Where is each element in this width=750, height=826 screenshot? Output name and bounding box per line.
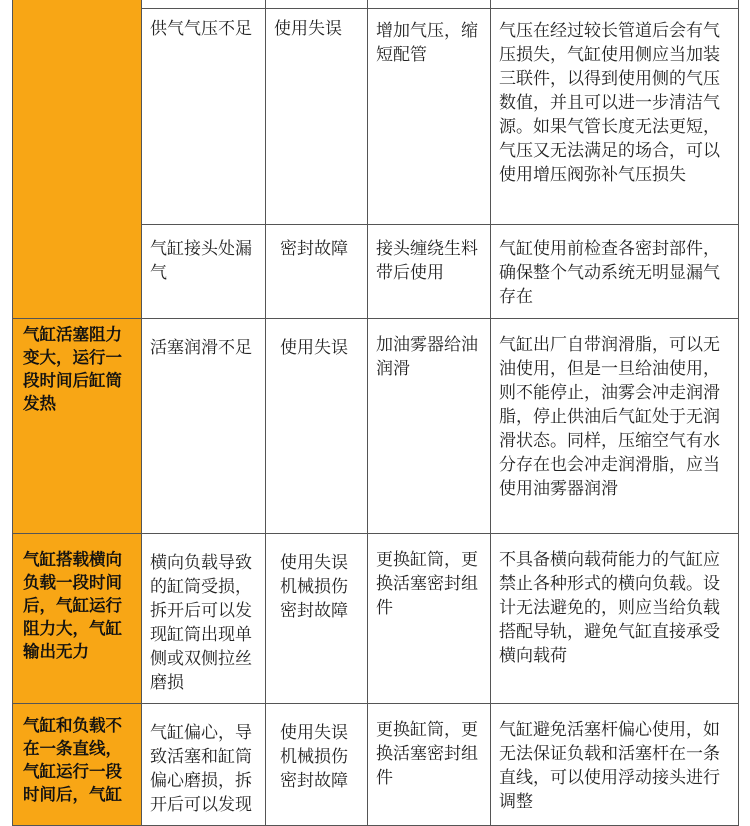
- cause-cell: 气缸接头处漏气: [142, 225, 266, 319]
- symptom-cell: 气缸活塞阻力变大，运行一段时间后缸筒发热: [13, 319, 142, 534]
- cause-cell: 气缸偏心，导致活塞和缸筒偏心磨损，拆开后可以发现: [142, 704, 266, 826]
- cut-cell: [368, 0, 491, 9]
- category-cell: 密封故障: [266, 225, 368, 319]
- analysis-cell: 不具备横向载荷能力的气缸应禁止各种形式的横向负载。设计无法避免的，则应当给负载搭配导轨，避免气缸直接承受横向载荷: [491, 534, 739, 704]
- table-row: [13, 319, 739, 534]
- analysis-cell: 气缸出厂自带润滑脂，可以无油使用，但是一旦给油使用，则不能停止，油雾会冲走润滑脂，停止供油后气缸处于无润滑状态。同样，压缩空气有水分存在也会冲走润滑脂，应当使用油雾器润滑: [491, 319, 739, 534]
- category-cell: 使用失误机械损伤密封故障: [266, 704, 368, 826]
- cause-cell: 横向负载导致的缸筒受损，拆开后可以发现缸筒出现单侧或双侧拉丝磨损: [142, 534, 266, 704]
- solution-cell: 接头缠绕生料带后使用: [368, 225, 491, 319]
- category-cell: 使用失误: [266, 9, 368, 225]
- solution-cell: 更换缸筒，更换活塞密封组件: [368, 704, 491, 826]
- symptom-cell: 气缸搭载横向负载一段时间后，气缸运行阻力大，气缸输出无力: [13, 534, 142, 704]
- analysis-cell: 气缸避免活塞杆偏心使用，如无法保证负载和活塞杆在一条直线，可以使用浮动接头进行调整: [491, 704, 739, 826]
- solution-cell: 增加气压，缩短配管: [368, 9, 491, 225]
- symptom-cell: 气缸和负载不在一条直线，气缸运行一段时间后，气缸: [13, 704, 142, 826]
- analysis-cell: 气缸使用前检查各密封部件，确保整个气动系统无明显漏气存在: [491, 225, 739, 319]
- category-cell: 使用失误机械损伤密封故障: [266, 534, 368, 704]
- analysis-cell: 气压在经过较长管道后会有气压损失，气缸使用侧应当加装三联件，以得到使用侧的气压数值，并且可以进一步清洁气源。如果气管长度无法更短，气压又无法满足的场合，可以使用增压阀弥补气压损失: [491, 9, 739, 225]
- table-row: [13, 534, 739, 704]
- cut-cell: [142, 0, 266, 9]
- fault-table: [12, 0, 739, 826]
- cause-cell: 活塞润滑不足: [142, 319, 266, 534]
- category-cell: 使用失误: [266, 319, 368, 534]
- symptom-cell: [13, 0, 142, 319]
- cut-cell: [266, 0, 368, 9]
- cut-cell: [491, 0, 739, 9]
- solution-cell: 加油雾器给油润滑: [368, 319, 491, 534]
- table-row: [13, 704, 739, 826]
- solution-cell: 更换缸筒，更换活塞密封组件: [368, 534, 491, 704]
- cause-cell: 供气气压不足: [142, 9, 266, 225]
- table-row: [13, 0, 739, 9]
